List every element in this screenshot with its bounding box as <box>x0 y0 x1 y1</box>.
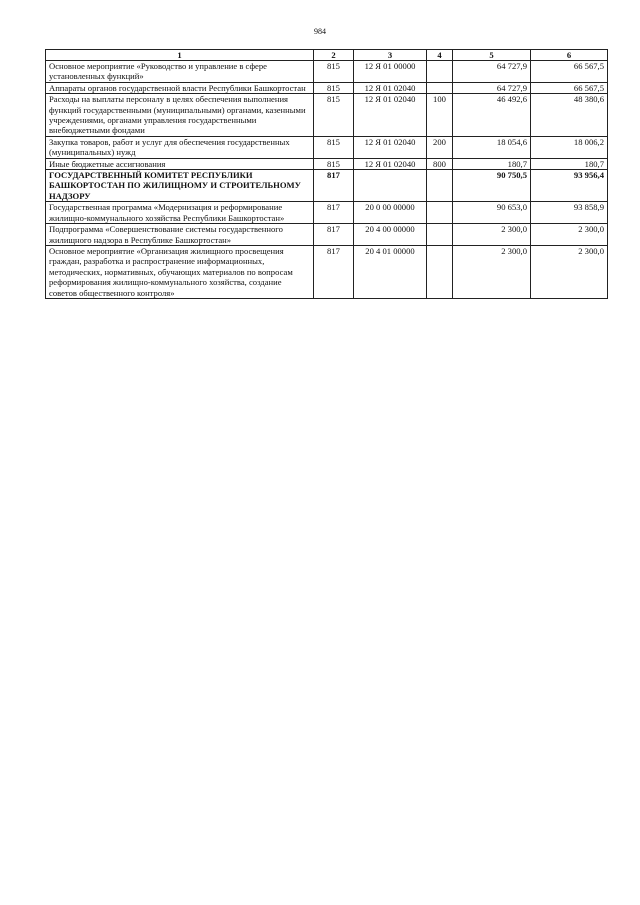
item-name: Подпрограмма «Совершенствование системы государственного жилищного надзора в Республике Башкортостан» <box>46 224 314 246</box>
target-article-code: 20 4 00 00000 <box>354 224 427 246</box>
target-article-code: 12 Я 01 02040 <box>354 136 427 158</box>
table-row <box>46 202 608 224</box>
amount-col6: 2 300,0 <box>531 224 608 246</box>
ministry-code: 815 <box>314 82 354 93</box>
target-article-code: 12 Я 01 00000 <box>354 61 427 83</box>
table-header-row <box>46 50 608 61</box>
target-article-code <box>354 170 427 202</box>
amount-col5: 64 727,9 <box>453 82 531 93</box>
column-header: 5 <box>453 50 531 61</box>
budget-table <box>45 49 608 299</box>
column-header: 1 <box>46 50 314 61</box>
ministry-code: 815 <box>314 94 354 137</box>
table-row <box>46 158 608 169</box>
expense-type-code: 200 <box>427 136 453 158</box>
table-row-agency <box>46 170 608 202</box>
item-name: Закупка товаров, работ и услуг для обеспечения государственных (муниципальных) нужд <box>46 136 314 158</box>
amount-col5: 90 653,0 <box>453 202 531 224</box>
target-article-code: 12 Я 01 02040 <box>354 158 427 169</box>
target-article-code: 20 4 01 00000 <box>354 245 427 298</box>
amount-col5: 180,7 <box>453 158 531 169</box>
item-name: Основное мероприятие «Организация жилищного просвещения граждан, разработка и распространение информационных, методических, нормативных, обучающих материалов по вопросам реформирования жилищно-коммунального хозяйства, создание советов общественного контроля» <box>46 245 314 298</box>
amount-col5: 18 054,6 <box>453 136 531 158</box>
amount-col5: 2 300,0 <box>453 245 531 298</box>
item-name: Иные бюджетные ассигнования <box>46 158 314 169</box>
target-article-code: 12 Я 01 02040 <box>354 82 427 93</box>
amount-col6: 93 956,4 <box>531 170 608 202</box>
column-header: 2 <box>314 50 354 61</box>
amount-col5: 64 727,9 <box>453 61 531 83</box>
expense-type-code <box>427 202 453 224</box>
amount-col5: 46 492,6 <box>453 94 531 137</box>
agency-name: ГОСУДАРСТВЕННЫЙ КОМИТЕТ РЕСПУБЛИКИ БАШКОРТОСТАН ПО ЖИЛИЩНОМУ И СТРОИТЕЛЬНОМУ НАДЗОРУ <box>46 170 314 202</box>
amount-col6: 66 567,5 <box>531 61 608 83</box>
expense-type-code <box>427 170 453 202</box>
column-header: 4 <box>427 50 453 61</box>
target-article-code: 20 0 00 00000 <box>354 202 427 224</box>
table-row <box>46 136 608 158</box>
table-row <box>46 94 608 137</box>
amount-col6: 66 567,5 <box>531 82 608 93</box>
ministry-code: 817 <box>314 224 354 246</box>
table-row <box>46 245 608 298</box>
ministry-code: 817 <box>314 170 354 202</box>
target-article-code: 12 Я 01 02040 <box>354 94 427 137</box>
amount-col5: 90 750,5 <box>453 170 531 202</box>
amount-col6: 48 380,6 <box>531 94 608 137</box>
page-number: 984 <box>314 27 326 36</box>
amount-col5: 2 300,0 <box>453 224 531 246</box>
ministry-code: 815 <box>314 61 354 83</box>
expense-type-code <box>427 245 453 298</box>
expense-type-code <box>427 82 453 93</box>
expense-type-code: 800 <box>427 158 453 169</box>
ministry-code: 815 <box>314 158 354 169</box>
item-name: Основное мероприятие «Руководство и управление в сфере установленных функций» <box>46 61 314 83</box>
amount-col6: 180,7 <box>531 158 608 169</box>
item-name: Расходы на выплаты персоналу в целях обеспечения выполнения функций государственными (муниципальными) органами, казенными учреждениями, органами управления государственными внебюджетными фондами <box>46 94 314 137</box>
expense-type-code <box>427 224 453 246</box>
expense-type-code <box>427 61 453 83</box>
table-row <box>46 61 608 83</box>
expense-type-code: 100 <box>427 94 453 137</box>
column-header: 3 <box>354 50 427 61</box>
ministry-code: 817 <box>314 245 354 298</box>
column-header: 6 <box>531 50 608 61</box>
table-row <box>46 82 608 93</box>
amount-col6: 18 006,2 <box>531 136 608 158</box>
ministry-code: 815 <box>314 136 354 158</box>
amount-col6: 93 858,9 <box>531 202 608 224</box>
amount-col6: 2 300,0 <box>531 245 608 298</box>
ministry-code: 817 <box>314 202 354 224</box>
table-row <box>46 224 608 246</box>
item-name: Государственная программа «Модернизация и реформирование жилищно-коммунального хозяйства Республики Башкортостан» <box>46 202 314 224</box>
item-name: Аппараты органов государственной власти Республики Башкортостан <box>46 82 314 93</box>
